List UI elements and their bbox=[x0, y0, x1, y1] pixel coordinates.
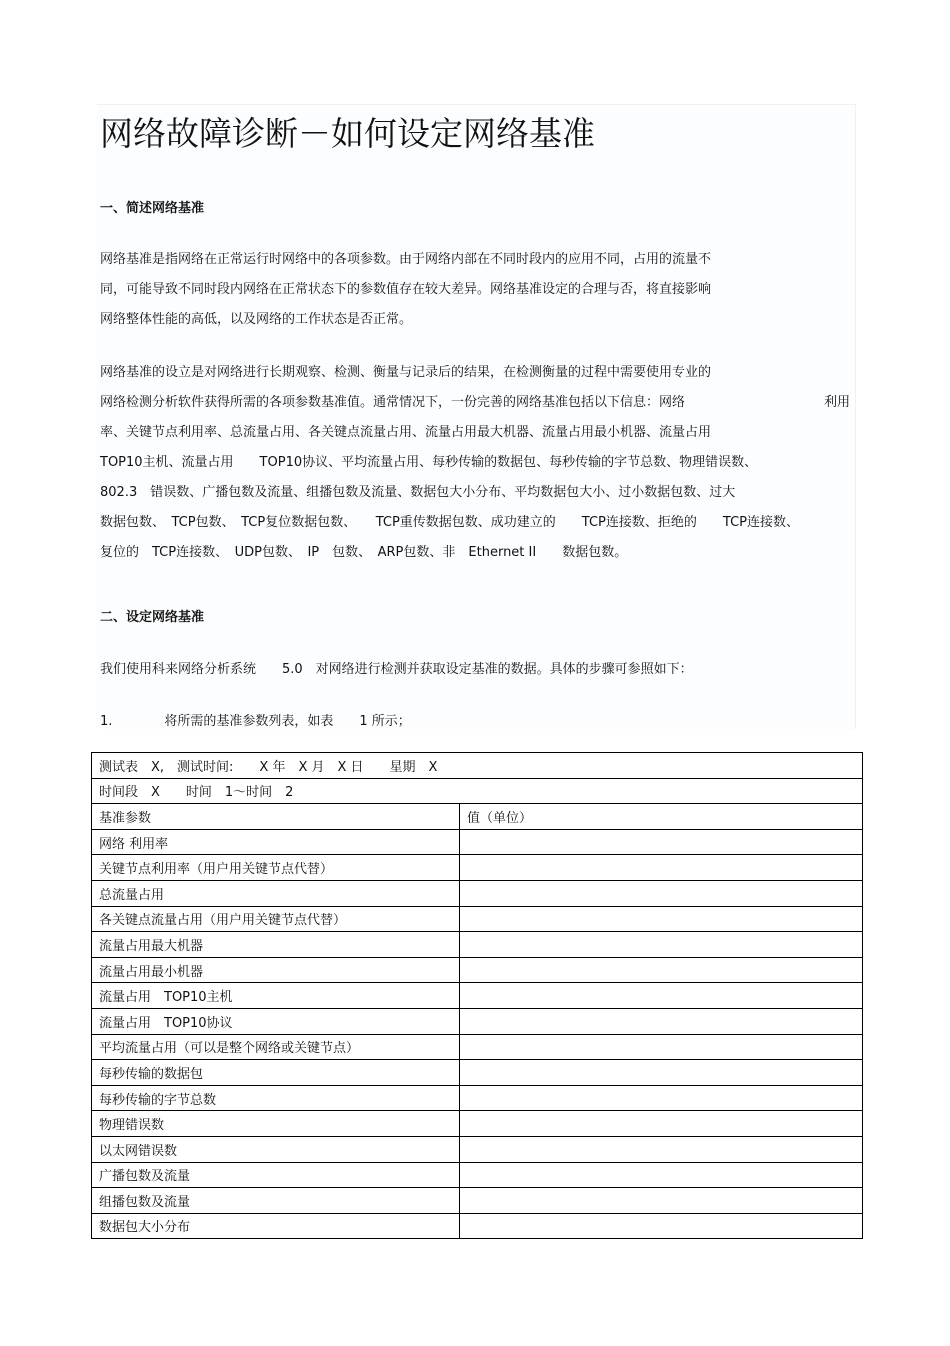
table-row bbox=[92, 1188, 863, 1214]
table-column-header-row bbox=[92, 804, 863, 830]
paragraph-line: 我们使用科来网络分析系统 5.0 对网络进行检测并获取设定基准的数据。具体的步骤可参照如下： bbox=[100, 662, 693, 677]
table-row bbox=[92, 906, 863, 932]
paragraph-line: 网络基准是指网络在正常运行时网络中的各项参数。由于网络内部在不同时段内的应用不同，占用的流量不 bbox=[100, 252, 712, 267]
value-cell[interactable] bbox=[460, 932, 863, 958]
value-cell[interactable] bbox=[460, 1213, 863, 1239]
value-cell[interactable] bbox=[460, 1136, 863, 1162]
parameter-cell: 总流量占用 bbox=[92, 880, 460, 906]
paragraph-line: 网络整体性能的高低，以及网络的工作状态是否正常。 bbox=[100, 312, 413, 327]
table-row bbox=[92, 932, 863, 958]
section-heading-2: 二、设定网络基准 bbox=[100, 610, 205, 625]
table-row bbox=[92, 1085, 863, 1111]
parameter-cell: 关键节点利用率（用户用关键节点代替） bbox=[92, 855, 460, 881]
value-cell[interactable] bbox=[460, 957, 863, 983]
parameter-cell: 以太网错误数 bbox=[92, 1136, 460, 1162]
table-row bbox=[92, 855, 863, 881]
paragraph-line: TOP10主机、流量占用 TOP10协议、平均流量占用、每秒传输的数据包、每秒传输的字节总数、物理错误数、 bbox=[100, 455, 758, 470]
parameter-cell: 每秒传输的字节总数 bbox=[92, 1085, 460, 1111]
paragraph-line: 同，可能导致不同时段内网络在正常状态下的参数值存在较大差异。网络基准设定的合理与否，将直接影响 bbox=[100, 282, 712, 297]
table-row bbox=[92, 1111, 863, 1137]
table-row bbox=[92, 880, 863, 906]
table-row bbox=[92, 957, 863, 983]
table-header-row bbox=[92, 778, 863, 804]
table-header-time-range: 时间段 X 时间 1～时间 2 bbox=[92, 778, 863, 804]
paragraph-line: 网络基准的设立是对网络进行长期观察、检测、衡量与记录后的结果，在检测衡量的过程中需要使用专业的 bbox=[100, 365, 712, 380]
value-cell[interactable] bbox=[460, 1060, 863, 1086]
parameter-cell: 广播包数及流量 bbox=[92, 1162, 460, 1188]
table-row bbox=[92, 983, 863, 1009]
parameter-cell: 每秒传输的数据包 bbox=[92, 1060, 460, 1086]
paragraph-line-end: 利用 bbox=[824, 395, 851, 410]
value-cell[interactable] bbox=[460, 906, 863, 932]
value-cell[interactable] bbox=[460, 829, 863, 855]
value-cell[interactable] bbox=[460, 880, 863, 906]
table-row bbox=[92, 1162, 863, 1188]
table-row bbox=[92, 1213, 863, 1239]
paragraph-line: 数据包数、 TCP包数、 TCP复位数据包数、 TCP重传数据包数、成功建立的 TCP连接数、拒绝的 TCP连接数、 bbox=[100, 515, 799, 530]
article-body-background bbox=[97, 104, 856, 729]
table-header-row bbox=[92, 753, 863, 779]
value-cell[interactable] bbox=[460, 855, 863, 881]
paragraph-line: 率、关键节点利用率、总流量占用、各关键点流量占用、流量占用最大机器、流量占用最小机器、流量占用 bbox=[100, 425, 712, 440]
table-row bbox=[92, 1136, 863, 1162]
table-row bbox=[92, 829, 863, 855]
parameter-cell: 各关键点流量占用（用户用关键节点代替） bbox=[92, 906, 460, 932]
value-cell[interactable] bbox=[460, 1188, 863, 1214]
parameter-cell: 物理错误数 bbox=[92, 1111, 460, 1137]
step-item: 1. 将所需的基准参数列表，如表 1 所示； bbox=[100, 714, 411, 729]
value-cell[interactable] bbox=[460, 1111, 863, 1137]
table-row bbox=[92, 1008, 863, 1034]
paragraph-line: 复位的 TCP连接数、 UDP包数、 IP 包数、 ARP包数、非 Ethernet II 数据包数。 bbox=[100, 545, 628, 560]
table-header-test-info: 测试表 X, 测试时间: X 年 X 月 X 日 星期 X bbox=[92, 753, 863, 779]
table-row bbox=[92, 1060, 863, 1086]
paragraph-line: 802.3 错误数、广播包数及流量、组播包数及流量、数据包大小分布、平均数据包大小、过小数据包数、过大 bbox=[100, 485, 736, 500]
value-cell[interactable] bbox=[460, 1085, 863, 1111]
parameter-cell: 数据包大小分布 bbox=[92, 1213, 460, 1239]
value-cell[interactable] bbox=[460, 983, 863, 1009]
paragraph-line-start: 网络检测分析软件获得所需的各项参数基准值。通常情况下，一份完善的网络基准包括以下信息：网络 bbox=[100, 395, 686, 410]
parameter-cell: 平均流量占用（可以是整个网络或关键节点） bbox=[92, 1034, 460, 1060]
value-cell[interactable] bbox=[460, 1162, 863, 1188]
section-heading-1: 一、简述网络基准 bbox=[100, 201, 205, 216]
page-title: 网络故障诊断－如何设定网络基准 bbox=[100, 114, 595, 153]
column-header-parameter: 基准参数 bbox=[92, 804, 460, 830]
table-row bbox=[92, 1034, 863, 1060]
column-header-value: 值（单位） bbox=[460, 804, 863, 830]
parameter-cell: 流量占用最小机器 bbox=[92, 957, 460, 983]
parameter-cell: 流量占用最大机器 bbox=[92, 932, 460, 958]
parameter-cell: 组播包数及流量 bbox=[92, 1188, 460, 1214]
parameter-cell: 流量占用 TOP10协议 bbox=[92, 1008, 460, 1034]
parameter-cell: 网络 利用率 bbox=[92, 829, 460, 855]
baseline-parameter-table bbox=[91, 752, 863, 1239]
parameter-cell: 流量占用 TOP10主机 bbox=[92, 983, 460, 1009]
value-cell[interactable] bbox=[460, 1008, 863, 1034]
value-cell[interactable] bbox=[460, 1034, 863, 1060]
paragraph-line bbox=[100, 391, 852, 409]
